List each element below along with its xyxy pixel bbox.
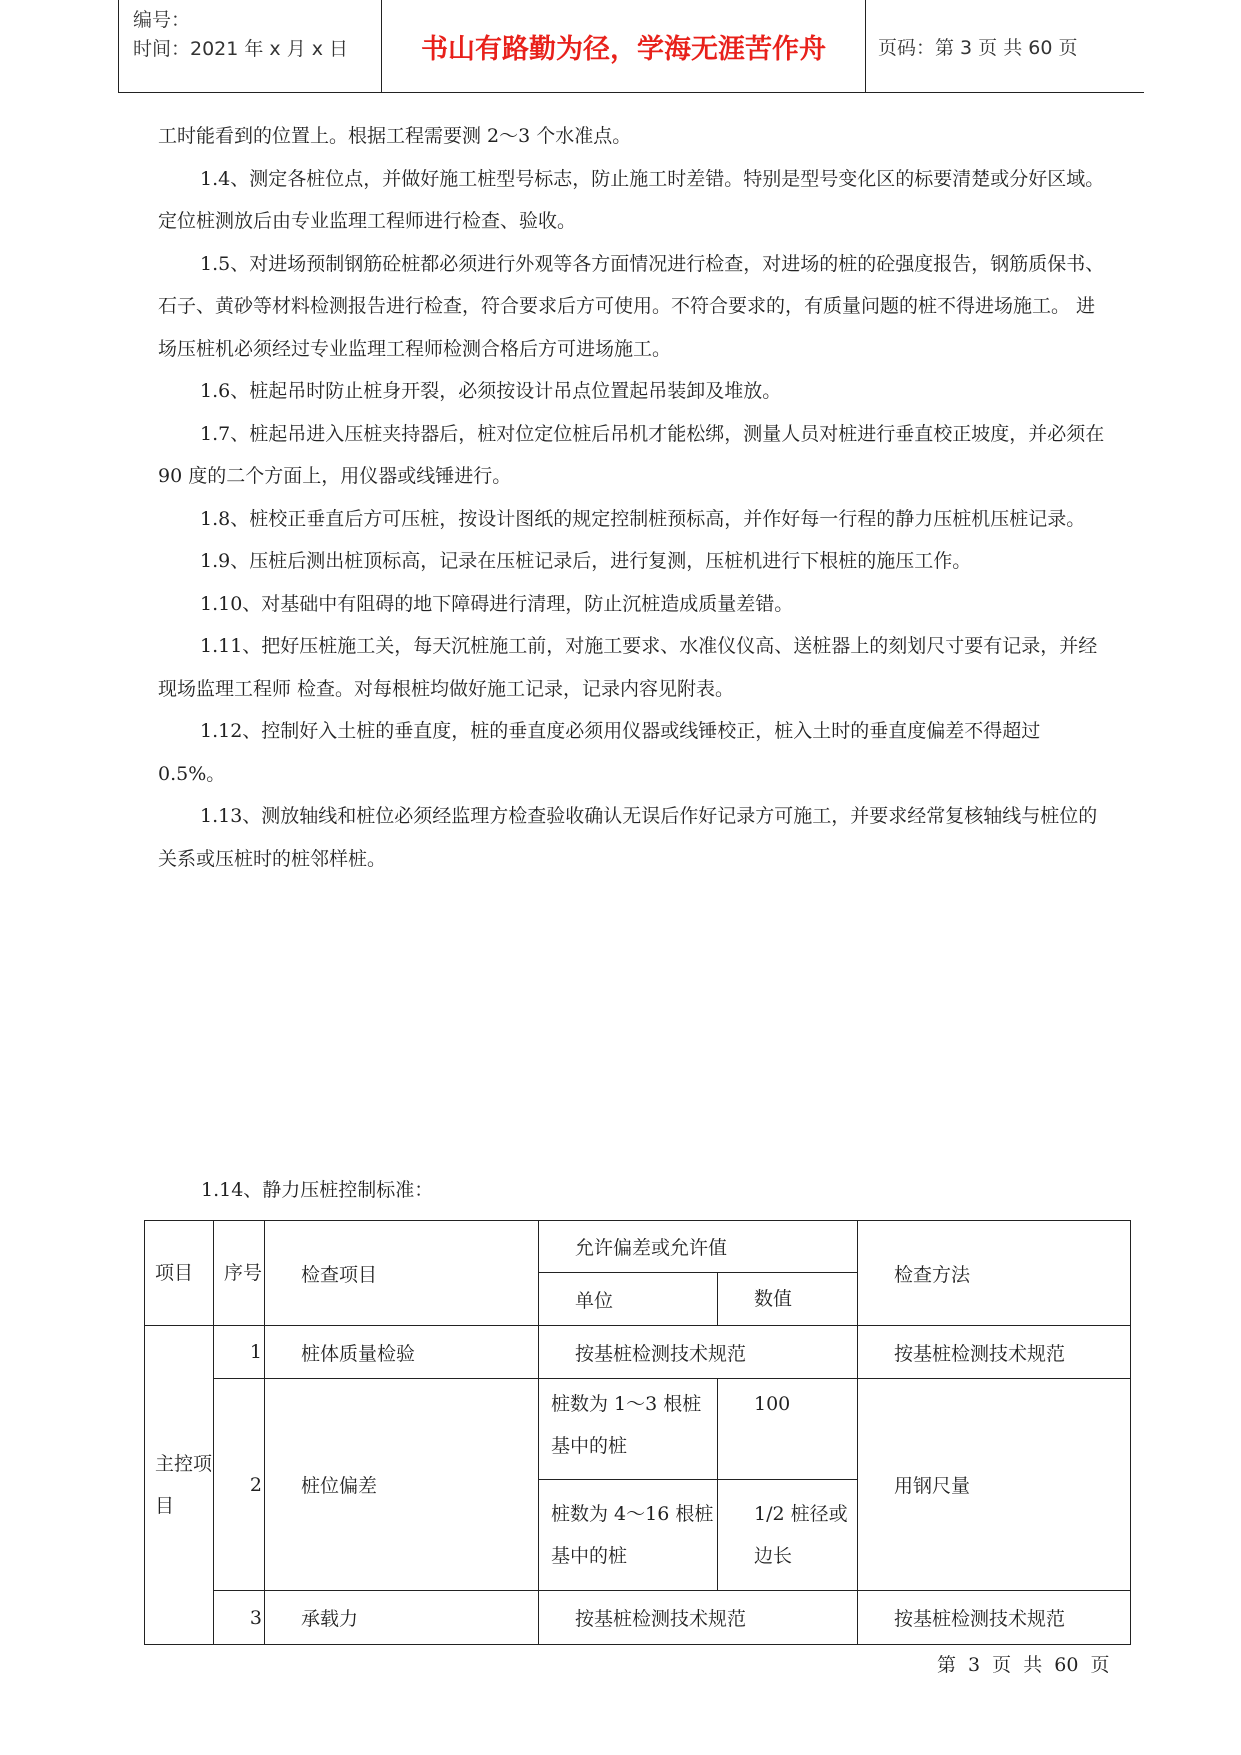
- header-value: 数值: [718, 1273, 858, 1326]
- paragraph: 1.10、对基础中有阻碍的地下障碍进行清理，防止沉桩造成质量差错。: [200, 592, 794, 615]
- paragraph: 1.6、桩起吊时防止桩身开裂，必须按设计吊点位置起吊装卸及堆放。: [200, 380, 782, 402]
- row-item: 桩位偏差: [265, 1379, 539, 1591]
- time-label: 时间：2021 年 x 月 x 日: [133, 38, 349, 60]
- row-sub-unit: 桩数为 1～3 根桩基中的桩: [539, 1379, 718, 1480]
- paragraph: 1.11、把好压桩施工关，每天沉桩施工前，对施工要求、水准仪仪高、送桩器上的刻划尺寸要有记录，并经现场监理工程师 检查。对每根桩均做好施工记录，记录内容见附表。: [158, 635, 1098, 700]
- paragraph: 1.12、控制好入土桩的垂直度，桩的垂直度必须用仪器或线锤校正，桩入土时的垂直度偏差不得超过 0.5%。: [158, 720, 1041, 785]
- paragraph: 1.7、桩起吊进入压桩夹持器后，桩对位定位桩后吊机才能松绑，测量人员对桩进行垂直校正坡度，并必须在 90 度的二个方面上，用仪器或线锤进行。: [158, 422, 1105, 487]
- table-header-row: [145, 1221, 1131, 1273]
- page-header: [118, 0, 1144, 93]
- paragraph: 1.8、桩校正垂直后方可压桩，按设计图纸的规定控制桩预标高，并作好每一行程的静力压桩机压桩记录。: [200, 507, 1086, 530]
- header-method: 检查方法: [858, 1221, 1131, 1326]
- row-sub-value: 100: [718, 1379, 858, 1480]
- header-allowed: 允许偏差或允许值: [539, 1221, 858, 1273]
- paragraph: 1.5、对进场预制钢筋砼桩都必须进行外观等各方面情况进行检查，对进场的桩的砼强度报告，钢筋质保书、石子、黄砂等材料检测报告进行检查，符合要求后方可使用。不符合要求的，有质量问题的桩不得进场施工。 进场压桩机必须经过专业监理工程师检测合格后方可进场施工。: [158, 252, 1105, 360]
- row-seq: 1: [214, 1326, 265, 1379]
- table-caption: 1.14、静力压桩控制标准：: [201, 1179, 434, 1201]
- header-page-info: 页码：第 3 页 共 60 页: [878, 36, 1078, 59]
- page-footer: 第 3 页 共 60 页: [937, 1654, 1110, 1676]
- paragraph: 1.13、测放轴线和桩位必须经监理方检查验收确认无误后作好记录方可施工，并要求经常复核轴线与桩位的关系或压桩时的桩邻样桩。: [158, 805, 1098, 870]
- table-row: [145, 1591, 1131, 1645]
- number-label: 编号：: [133, 9, 191, 31]
- header-unit: 单位: [539, 1273, 718, 1326]
- paragraph: 1.4、测定各桩位点，并做好施工桩型号标志，防止施工时差错。特别是型号变化区的标要清楚或分好区域。定位桩测放后由专业监理工程师进行检查、验收。: [158, 167, 1105, 232]
- pile-control-table: [144, 1220, 1131, 1645]
- row-item: 承载力: [265, 1591, 539, 1645]
- row-method: 用钢尺量: [858, 1379, 1131, 1591]
- document-body: [158, 115, 1108, 880]
- group-label: 主控项目: [145, 1326, 214, 1645]
- row-allowed: 按基桩检测技术规范: [539, 1591, 858, 1645]
- row-seq: 2: [214, 1379, 265, 1591]
- row-seq: 3: [214, 1591, 265, 1645]
- row-item: 桩体质量检验: [265, 1326, 539, 1379]
- header-meta: [118, 0, 382, 92]
- paragraph: 1.9、压桩后测出桩顶标高，记录在压桩记录后，进行复测，压桩机进行下根桩的施压工作。: [200, 550, 972, 572]
- row-sub-value: 1/2 桩径或边长: [718, 1480, 858, 1591]
- row-allowed: 按基桩检测技术规范: [539, 1326, 858, 1379]
- row-method: 按基桩检测技术规范: [858, 1326, 1131, 1379]
- header-slogan: 书山有路勤为径，学海无涯苦作舟: [382, 0, 866, 92]
- table-row: [145, 1326, 1131, 1379]
- header-project: 项目: [145, 1221, 214, 1326]
- header-item: 检查项目: [265, 1221, 539, 1326]
- row-sub-unit: 桩数为 4～16 根桩基中的桩: [539, 1480, 718, 1591]
- paragraph: 工时能看到的位置上。根据工程需要测 2～3 个水准点。: [158, 125, 632, 147]
- row-method: 按基桩检测技术规范: [858, 1591, 1131, 1645]
- table-row: [145, 1379, 1131, 1480]
- header-seq: 序号: [214, 1221, 265, 1326]
